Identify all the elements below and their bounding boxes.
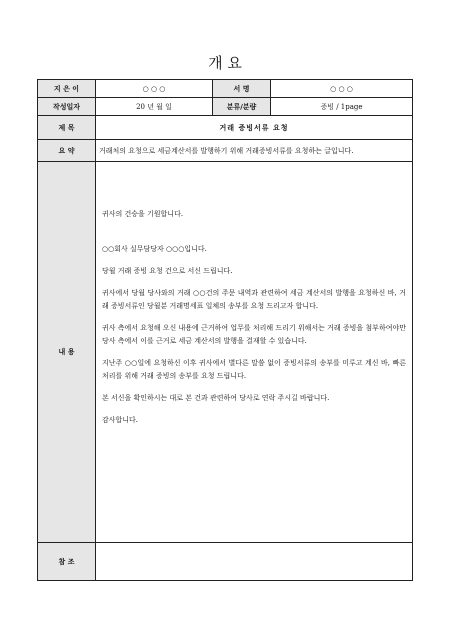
summary-label: 요 약 <box>38 140 96 162</box>
document-title: 개 요 <box>208 54 242 72</box>
subject-value[interactable]: 거래 증빙서류 요청 <box>96 116 413 140</box>
subject-row <box>38 116 413 140</box>
date-label: 작성일자 <box>38 98 96 116</box>
content-paragraph: 귀사에서 당월 당사와의 거래 ○○건의 주문 내역과 관련하여 세금 계산서의 발행을 요청하신 바, 거래 증빙서류인 당월분 거래명세표 일체의 송부를 요청 드리고자 합니다. <box>102 289 406 310</box>
reference-row <box>38 543 413 581</box>
reference-label: 참 조 <box>38 543 96 581</box>
signature-label: 서 명 <box>213 80 271 98</box>
content-paragraph: 지난주 ○○일에 요청하신 이후 귀사에서 별다른 말씀 없이 증빙서류의 송부를 미루고 계신 바, 빠른 처리를 위해 거래 증빙의 송부를 요청 드립니다. <box>102 359 406 380</box>
content-paragraph: ○○회사 실무담당자 ○○○입니다. <box>102 245 207 253</box>
content-paragraph: 본 서신을 확인하시는 대로 본 건과 관련하여 당사로 연락 주시길 바랍니다. <box>102 394 330 402</box>
document-form-table <box>37 79 413 581</box>
content-body[interactable] <box>96 162 413 543</box>
content-paragraph: 귀사 측에서 요청해 오신 내용에 근거하여 업무를 처리해 드리기 위해서는 거래 증빙을 첨부하여야만 당사 측에서 이를 근거로 세금 계산서의 발행을 결재할 수 있습니다. <box>102 324 406 345</box>
date-value[interactable]: 20 년 월 일 <box>96 98 213 116</box>
category-label: 분류/분량 <box>213 98 271 116</box>
content-paragraph: 감사합니다. <box>102 416 139 424</box>
content-paragraph: 당월 거래 증빙 요청 건으로 서신 드립니다. <box>102 267 233 275</box>
content-row <box>38 162 413 543</box>
subject-label: 제 목 <box>38 116 96 140</box>
drafter-row <box>38 80 413 98</box>
reference-value[interactable] <box>96 543 413 581</box>
summary-value[interactable]: 거래처의 요청으로 세금계산서를 발행하기 위해 거래증빙서류를 요청하는 글입니다. <box>96 140 413 162</box>
category-value[interactable]: 증빙 / 1page <box>271 98 413 116</box>
drafter-label: 지 은 이 <box>38 80 96 98</box>
date-row <box>38 98 413 116</box>
signature-value[interactable]: ○ ○ ○ <box>271 80 413 98</box>
content-label: 내 용 <box>38 162 96 543</box>
summary-row <box>38 140 413 162</box>
content-paragraph: 귀사의 건승을 기원합니다. <box>102 210 184 218</box>
drafter-value[interactable]: ○ ○ ○ <box>96 80 213 98</box>
